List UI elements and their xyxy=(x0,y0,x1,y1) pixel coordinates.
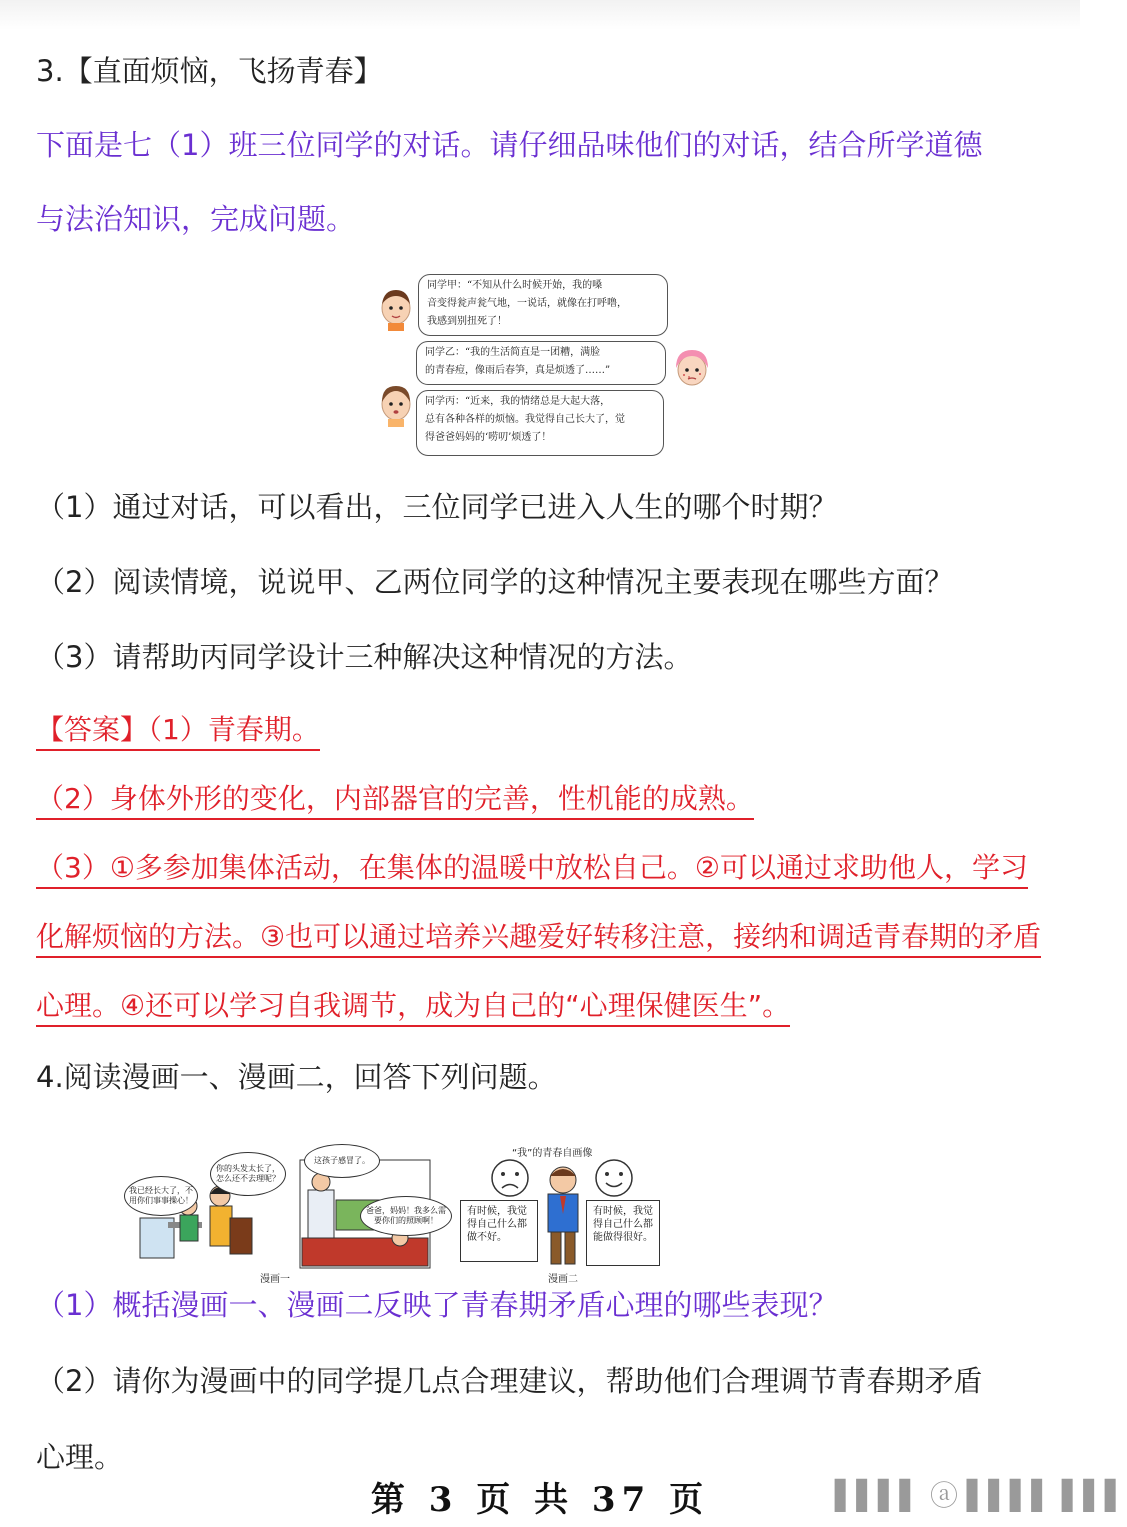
bubble-a-line1: 同学甲：“不知从什么时候开始，我的嗓 xyxy=(427,280,603,291)
q3-question-1: （1）通过对话，可以看出，三位同学已进入人生的哪个时期？ xyxy=(36,490,838,524)
q4-question-2-line2: 心理。 xyxy=(36,1440,124,1474)
bubble-a-line2: 音变得瓮声瓮气地，一说话，就像在打呼噜， xyxy=(427,298,627,309)
happy-face-icon xyxy=(594,1158,634,1198)
bubble-student-b xyxy=(416,341,666,385)
comic1-caption: 漫画一 xyxy=(260,1274,290,1285)
sad-face-icon xyxy=(490,1158,530,1198)
girl-face-icon xyxy=(674,346,710,390)
comic2-title: “我”的青春自画像 xyxy=(512,1148,593,1159)
comic1-bubble-3: 这孩子感冒了。 xyxy=(304,1144,380,1178)
bubble-student-c xyxy=(416,390,664,456)
bubble-c-line2: 总有各种各样的烦恼。我觉得自己长大了，觉 xyxy=(425,414,625,425)
q4-title: 4.阅读漫画一、漫画二，回答下列问题。 xyxy=(36,1060,557,1094)
bubble-student-a xyxy=(418,274,668,336)
bubble-b-line1: 同学乙：“我的生活简直是一团糟，满脸 xyxy=(425,347,601,358)
top-edge-shadow xyxy=(0,0,1080,30)
comic1-bubble-4: 爸爸，妈妈！我多么需要你们的照顾啊！ xyxy=(360,1196,452,1236)
bubble-c-line3: 得爸爸妈妈的‘唠叨’烦透了！ xyxy=(425,432,552,443)
comic2-caption: 漫画二 xyxy=(548,1274,578,1285)
q3-intro-line2: 与法治知识，完成问题。 xyxy=(36,202,356,236)
q3-question-2: （2）阅读情境，说说甲、乙两位同学的这种情况主要表现在哪些方面？ xyxy=(36,565,954,599)
q4-question-2-line1: （2）请你为漫画中的同学提几点合理建议，帮助他们合理调节青春期矛盾 xyxy=(36,1364,983,1398)
q3-answer-3-line1: （3）①多参加集体活动，在集体的温暖中放松自己。②可以通过求助他人，学习 xyxy=(36,851,1028,889)
comic2-right-box: 有时候，我觉得自己什么都能做得很好。 xyxy=(586,1200,660,1266)
q4-question-1: （1）概括漫画一、漫画二反映了青春期矛盾心理的哪些表现？ xyxy=(36,1288,838,1322)
q3-answer-3-line2: 化解烦恼的方法。③也可以通过培养兴趣爱好转移注意，接纳和调适青春期的矛盾 xyxy=(36,920,1041,958)
boy-self-portrait-drawing xyxy=(538,1162,588,1270)
boy-face-icon xyxy=(378,286,414,332)
comic2-left-box: 有时候，我觉得自己什么都做不好。 xyxy=(460,1200,538,1262)
dialog-illustration xyxy=(376,272,676,462)
comics-illustration xyxy=(129,1140,668,1285)
q3-question-3: （3）请帮助丙同学设计三种解决这种情况的方法。 xyxy=(36,640,693,674)
bubble-c-line1: 同学丙：“近来，我的情绪总是大起大落， xyxy=(425,396,611,407)
comic1-bubble-1: 我已经长大了，不用你们事事操心！ xyxy=(124,1176,198,1216)
page-number-footer: 第 3 页 共 37 页 xyxy=(370,1480,710,1520)
bubble-b-line2: 的青春痘，像雨后春笋，真是烦透了……” xyxy=(425,365,611,376)
q3-title: 3.【直面烦恼，飞扬青春】 xyxy=(36,54,383,88)
q3-intro-line1: 下面是七（1）班三位同学的对话。请仔细品味他们的对话，结合所学道德 xyxy=(36,128,983,162)
q3-answer-2: （2）身体外形的变化，内部器官的完善，性机能的成熟。 xyxy=(36,782,754,820)
comic1-bubble-2: 你的头发太长了，怎么还不去理呢？ xyxy=(210,1152,286,1196)
watermark-logo: ▌▌▌▌ ⓐ ▌▌▌▌ ▌▌▌ xyxy=(835,1479,1127,1512)
bubble-a-line3: 我感到别扭死了！ xyxy=(427,316,507,327)
q3-answer-1: 【答案】（1）青春期。 xyxy=(36,713,320,751)
q3-answer-3-line3: 心理。④还可以学习自我调节，成为自己的“心理保健医生”。 xyxy=(36,989,790,1027)
student-c-face-icon xyxy=(378,382,414,428)
